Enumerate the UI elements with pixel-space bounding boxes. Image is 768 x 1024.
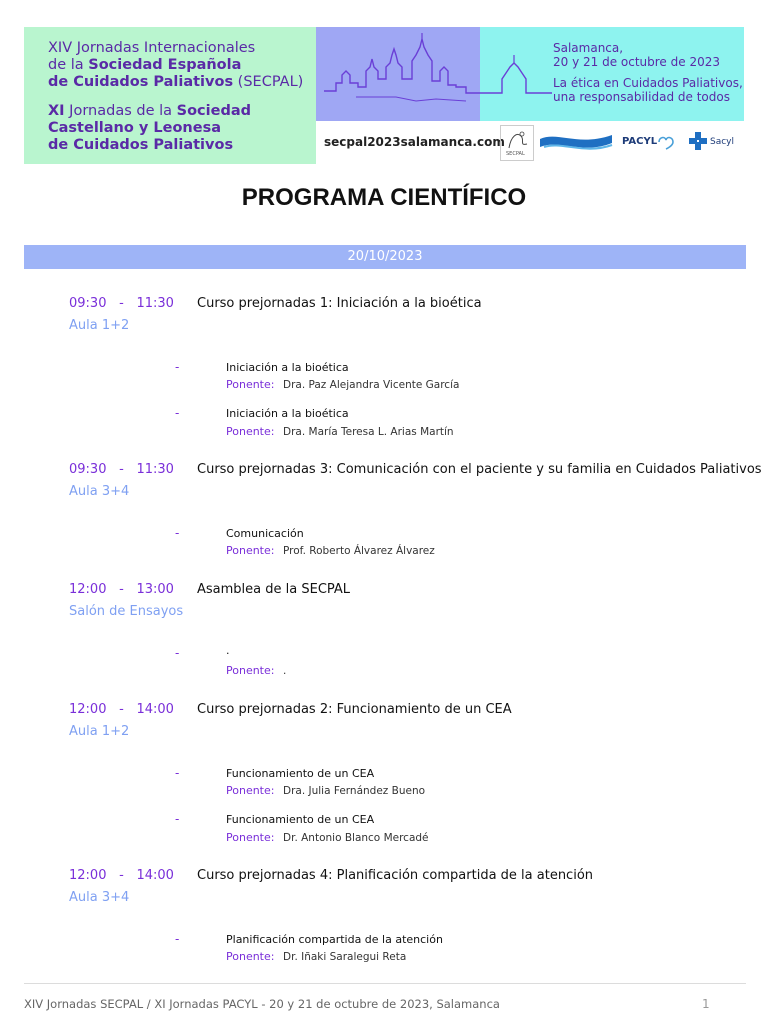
speaker-row: Ponente: Dr. Antonio Blanco Mercadé (226, 831, 429, 844)
banner-line-3: de Cuidados Paliativos (SECPAL) (48, 74, 304, 90)
talk-bullet: - (175, 360, 180, 374)
banner-motto-1: La ética en Cuidados Paliativos, (553, 76, 743, 90)
footer-text: XIV Jornadas SECPAL / XI Jornadas PACYL - 20 y 21 de octubre de 2023, Salamanca (24, 997, 500, 1011)
session-title: Curso prejornadas 3: Comunicación con el paciente y su familia en Cuidados Paliativos (197, 462, 762, 477)
page-title: PROGRAMA CIENTÍFICO (241, 184, 527, 211)
speaker-row: Ponente: . (226, 664, 287, 677)
session-room: Aula 1+2 (69, 318, 130, 333)
session-room: Aula 3+4 (69, 484, 130, 499)
talk-bullet: - (175, 766, 180, 780)
banner-line-5: Castellano y Leonesa (48, 120, 221, 136)
session-title: Curso prejornadas 2: Funcionamiento de un CEA (197, 702, 512, 717)
banner-line-2: de la Sociedad Española (48, 57, 242, 73)
session-room: Aula 1+2 (69, 724, 130, 739)
talk-bullet: - (175, 646, 180, 660)
session-title: Curso prejornadas 4: Planificación compartida de la atención (197, 868, 594, 883)
talk-bullet: - (175, 526, 180, 540)
talk-title: Iniciación a la bioética (226, 407, 349, 420)
talk-title: . (226, 644, 230, 657)
speaker-row: Ponente: Dra. María Teresa L. Arias Martín (226, 425, 454, 438)
header-banner (24, 27, 744, 164)
banner-line-1: XIV Jornadas Internacionales (48, 40, 256, 56)
session-time: 12:00 - 14:00 (69, 868, 174, 883)
banner-motto-2: una responsabilidad de todos (553, 90, 730, 104)
speaker-row: Ponente: Dra. Paz Alejandra Vicente García (226, 378, 460, 391)
speaker-row: Ponente: Dr. Iñaki Saralegui Reta (226, 950, 407, 963)
banner-line-6: de Cuidados Paliativos (48, 137, 234, 153)
banner-dates: 20 y 21 de octubre de 2023 (553, 55, 720, 69)
talk-title: Funcionamiento de un CEA (226, 813, 375, 826)
session-time: 09:30 - 11:30 (69, 296, 174, 311)
banner-city: Salamanca, (553, 41, 624, 55)
sacyl-logo-text: Sacyl (710, 137, 735, 147)
date-bar: 20/10/2023 (24, 245, 746, 269)
wave-logo-icon (538, 125, 614, 157)
website-link[interactable]: secpal2023salamanca.com (324, 135, 505, 149)
talk-title: Comunicación (226, 527, 304, 540)
session-time: 12:00 - 13:00 (69, 582, 174, 597)
session-time: 09:30 - 11:30 (69, 462, 174, 477)
session-room: Aula 3+4 (69, 890, 130, 905)
page-number: 1 (702, 997, 710, 1011)
salamanca-skyline-icon (316, 27, 656, 121)
speaker-row: Ponente: Dra. Julia Fernández Bueno (226, 784, 426, 797)
session-title: Asamblea de la SECPAL (197, 582, 351, 597)
talk-bullet: - (175, 406, 180, 420)
talk-title: Planificación compartida de la atención (226, 933, 443, 946)
session-title: Curso prejornadas 1: Iniciación a la bioética (197, 296, 482, 311)
banner-line-4: XI Jornadas de la Sociedad (48, 103, 251, 119)
session-room: Salón de Ensayos (69, 604, 184, 619)
pacyl-logo-text: PACYL (622, 136, 658, 147)
talk-title: Funcionamiento de un CEA (226, 767, 375, 780)
banner-event-block (24, 27, 316, 164)
session-time: 12:00 - 14:00 (69, 702, 174, 717)
pacyl-logo-icon (656, 133, 676, 151)
talk-bullet: - (175, 932, 180, 946)
sacyl-logo-icon (688, 131, 708, 151)
speaker-row: Ponente: Prof. Roberto Álvarez Álvarez (226, 544, 435, 557)
banner-logos-block (316, 121, 744, 164)
secpal-logo-text: SECPAL (506, 151, 525, 157)
talk-bullet: - (175, 812, 180, 826)
talk-title: Iniciación a la bioética (226, 361, 349, 374)
footer-divider (24, 983, 746, 984)
